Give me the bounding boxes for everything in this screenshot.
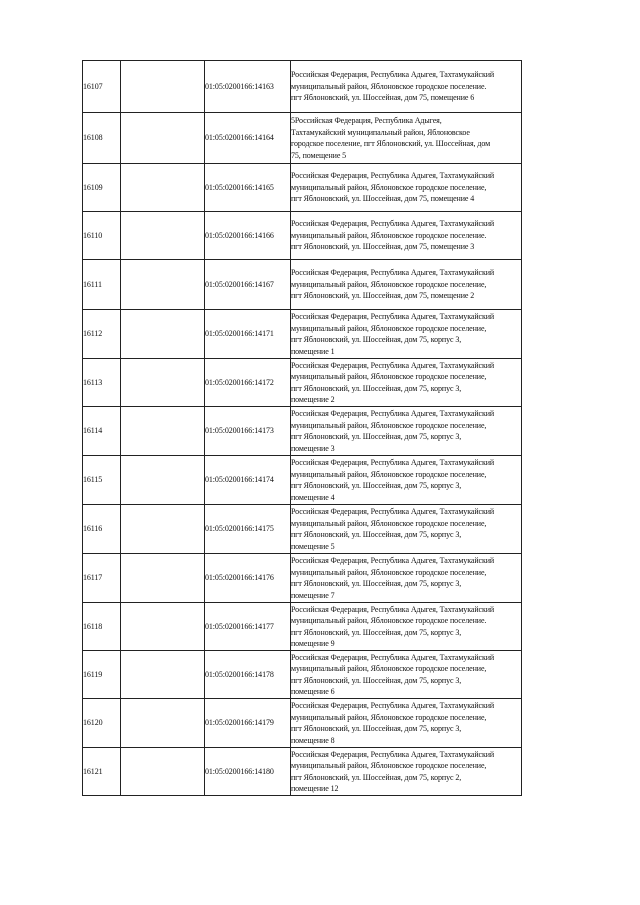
cadastral-number-cell: 01:05:0200166:14175: [205, 505, 291, 554]
address-cell: Российская Федерация, Республика Адыгея, Тахтамукайский муниципальный район, Яблоновское городское поселение, пгт Яблоновский, ул. Шоссейная, дом 75, корпус 3, помещение 5: [291, 505, 522, 554]
table-row: [83, 164, 522, 212]
row-number-cell: 16108: [83, 113, 121, 164]
empty-cell: [121, 260, 205, 310]
row-number-cell: 16119: [83, 651, 121, 699]
table-row: [83, 554, 522, 603]
address-cell: Российская Федерация, Республика Адыгея, Тахтамукайский муниципальный район, Яблоновское городское поселение, пгт Яблоновский, ул. Шоссейная, дом 75, корпус 3, помещение 4: [291, 456, 522, 505]
address-cell: Российская Федерация, Республика Адыгея, Тахтамукайский муниципальный район, Яблоновское городское поселение. пгт Яблоновский, ул. Шоссейная, дом 75, помещение 6: [291, 61, 522, 113]
registry-table: [82, 60, 522, 796]
empty-cell: [121, 699, 205, 748]
table-row: [83, 359, 522, 407]
empty-cell: [121, 113, 205, 164]
cadastral-number-cell: 01:05:0200166:14177: [205, 603, 291, 651]
empty-cell: [121, 505, 205, 554]
row-number-cell: 16113: [83, 359, 121, 407]
row-number-cell: 16115: [83, 456, 121, 505]
address-cell: Российская Федерация, Республика Адыгея, Тахтамукайский муниципальный район, Яблоновское городское поселение, пгт Яблоновский, ул. Шоссейная, дом 75, корпус 3, помещение 8: [291, 699, 522, 748]
cadastral-number-cell: 01:05:0200166:14173: [205, 407, 291, 456]
row-number-cell: 16109: [83, 164, 121, 212]
empty-cell: [121, 603, 205, 651]
empty-cell: [121, 456, 205, 505]
empty-cell: [121, 164, 205, 212]
cadastral-number-cell: 01:05:0200166:14166: [205, 212, 291, 260]
cadastral-number-cell: 01:05:0200166:14176: [205, 554, 291, 603]
cadastral-number-cell: 01:05:0200166:14163: [205, 61, 291, 113]
empty-cell: [121, 748, 205, 796]
address-cell: Российская Федерация, Республика Адыгея, Тахтамукайский муниципальный район, Яблоновское городское поселение, пгт Яблоновский, ул. Шоссейная, дом 75, корпус 3, помещение 7: [291, 554, 522, 603]
row-number-cell: 16114: [83, 407, 121, 456]
table-row: [83, 212, 522, 260]
table-row: [83, 456, 522, 505]
row-number-cell: 16116: [83, 505, 121, 554]
address-cell: Российская Федерация, Республика Адыгея, Тахтамукайский муниципальный район, Яблоновское городское поселение. пгт Яблоновский, ул. Шоссейная, дом 75, корпус 3, помещение 9: [291, 603, 522, 651]
cadastral-number-cell: 01:05:0200166:14178: [205, 651, 291, 699]
row-number-cell: 16107: [83, 61, 121, 113]
address-cell: Российская Федерация, Республика Адыгея, Тахтамукайский муниципальный район, Яблоновское городское поселение, пгт Яблоновский, ул. Шоссейная, дом 75, помещение 2: [291, 260, 522, 310]
table-row: [83, 113, 522, 164]
table-row: [83, 61, 522, 113]
address-cell: Российская Федерация, Республика Адыгея, Тахтамукайский муниципальный район, Яблоновское городское поселение, пгт Яблоновский, ул. Шоссейная, дом 75, корпус 2, помещение 12: [291, 748, 522, 796]
table-row: [83, 748, 522, 796]
table-row: [83, 407, 522, 456]
row-number-cell: 16112: [83, 310, 121, 359]
empty-cell: [121, 61, 205, 113]
row-number-cell: 16111: [83, 260, 121, 310]
cadastral-number-cell: 01:05:0200166:14167: [205, 260, 291, 310]
table-row: [83, 603, 522, 651]
row-number-cell: 16121: [83, 748, 121, 796]
empty-cell: [121, 310, 205, 359]
empty-cell: [121, 359, 205, 407]
address-cell: Российская Федерация, Республика Адыгея, Тахтамукайский муниципальный район, Яблоновское городское поселение, пгт Яблоновский, ул. Шоссейная, дом 75, корпус 3, помещение 1: [291, 310, 522, 359]
table-row: [83, 310, 522, 359]
cadastral-number-cell: 01:05:0200166:14172: [205, 359, 291, 407]
row-number-cell: 16117: [83, 554, 121, 603]
empty-cell: [121, 407, 205, 456]
table-row: [83, 699, 522, 748]
address-cell: Российская Федерация, Республика Адыгея, Тахтамукайский муниципальный район, Яблоновское городское поселение, пгт Яблоновский, ул. Шоссейная, дом 75, корпус 3, помещение 2: [291, 359, 522, 407]
row-number-cell: 16118: [83, 603, 121, 651]
row-number-cell: 16110: [83, 212, 121, 260]
address-cell: Российская Федерация, Республика Адыгея, Тахтамукайский муниципальный район, Яблоновское городское поселение, пгт Яблоновский, ул. Шоссейная, дом 75, помещение 4: [291, 164, 522, 212]
address-cell: Российская Федерация, Республика Адыгея, Тахтамукайский муниципальный район, Яблоновское городское поселение, пгт Яблоновский, ул. Шоссейная, дом 75, корпус 3, помещение 3: [291, 407, 522, 456]
cadastral-number-cell: 01:05:0200166:14174: [205, 456, 291, 505]
address-cell: Российская Федерация, Республика Адыгея, Тахтамукайский муниципальный район, Яблоновское городское поселение, пгт Яблоновский, ул. Шоссейная, дом 75, корпус 3, помещение 6: [291, 651, 522, 699]
address-cell: 5Российская Федерация, Республика Адыгея, Тахтамукайский муниципальный район, Яблоновское городское поселение, пгт Яблоновский, ул. Шоссейная, дом 75, помещение 5: [291, 113, 522, 164]
table-row: [83, 505, 522, 554]
cadastral-number-cell: 01:05:0200166:14165: [205, 164, 291, 212]
cadastral-number-cell: 01:05:0200166:14179: [205, 699, 291, 748]
empty-cell: [121, 554, 205, 603]
table-row: [83, 651, 522, 699]
table-row: [83, 260, 522, 310]
address-cell: Российская Федерация, Республика Адыгея, Тахтамукайский муниципальный район, Яблоновское городское поселение. пгт Яблоновский, ул. Шоссейная, дом 75, помещение 3: [291, 212, 522, 260]
empty-cell: [121, 212, 205, 260]
row-number-cell: 16120: [83, 699, 121, 748]
cadastral-number-cell: 01:05:0200166:14180: [205, 748, 291, 796]
cadastral-number-cell: 01:05:0200166:14164: [205, 113, 291, 164]
empty-cell: [121, 651, 205, 699]
cadastral-number-cell: 01:05:0200166:14171: [205, 310, 291, 359]
